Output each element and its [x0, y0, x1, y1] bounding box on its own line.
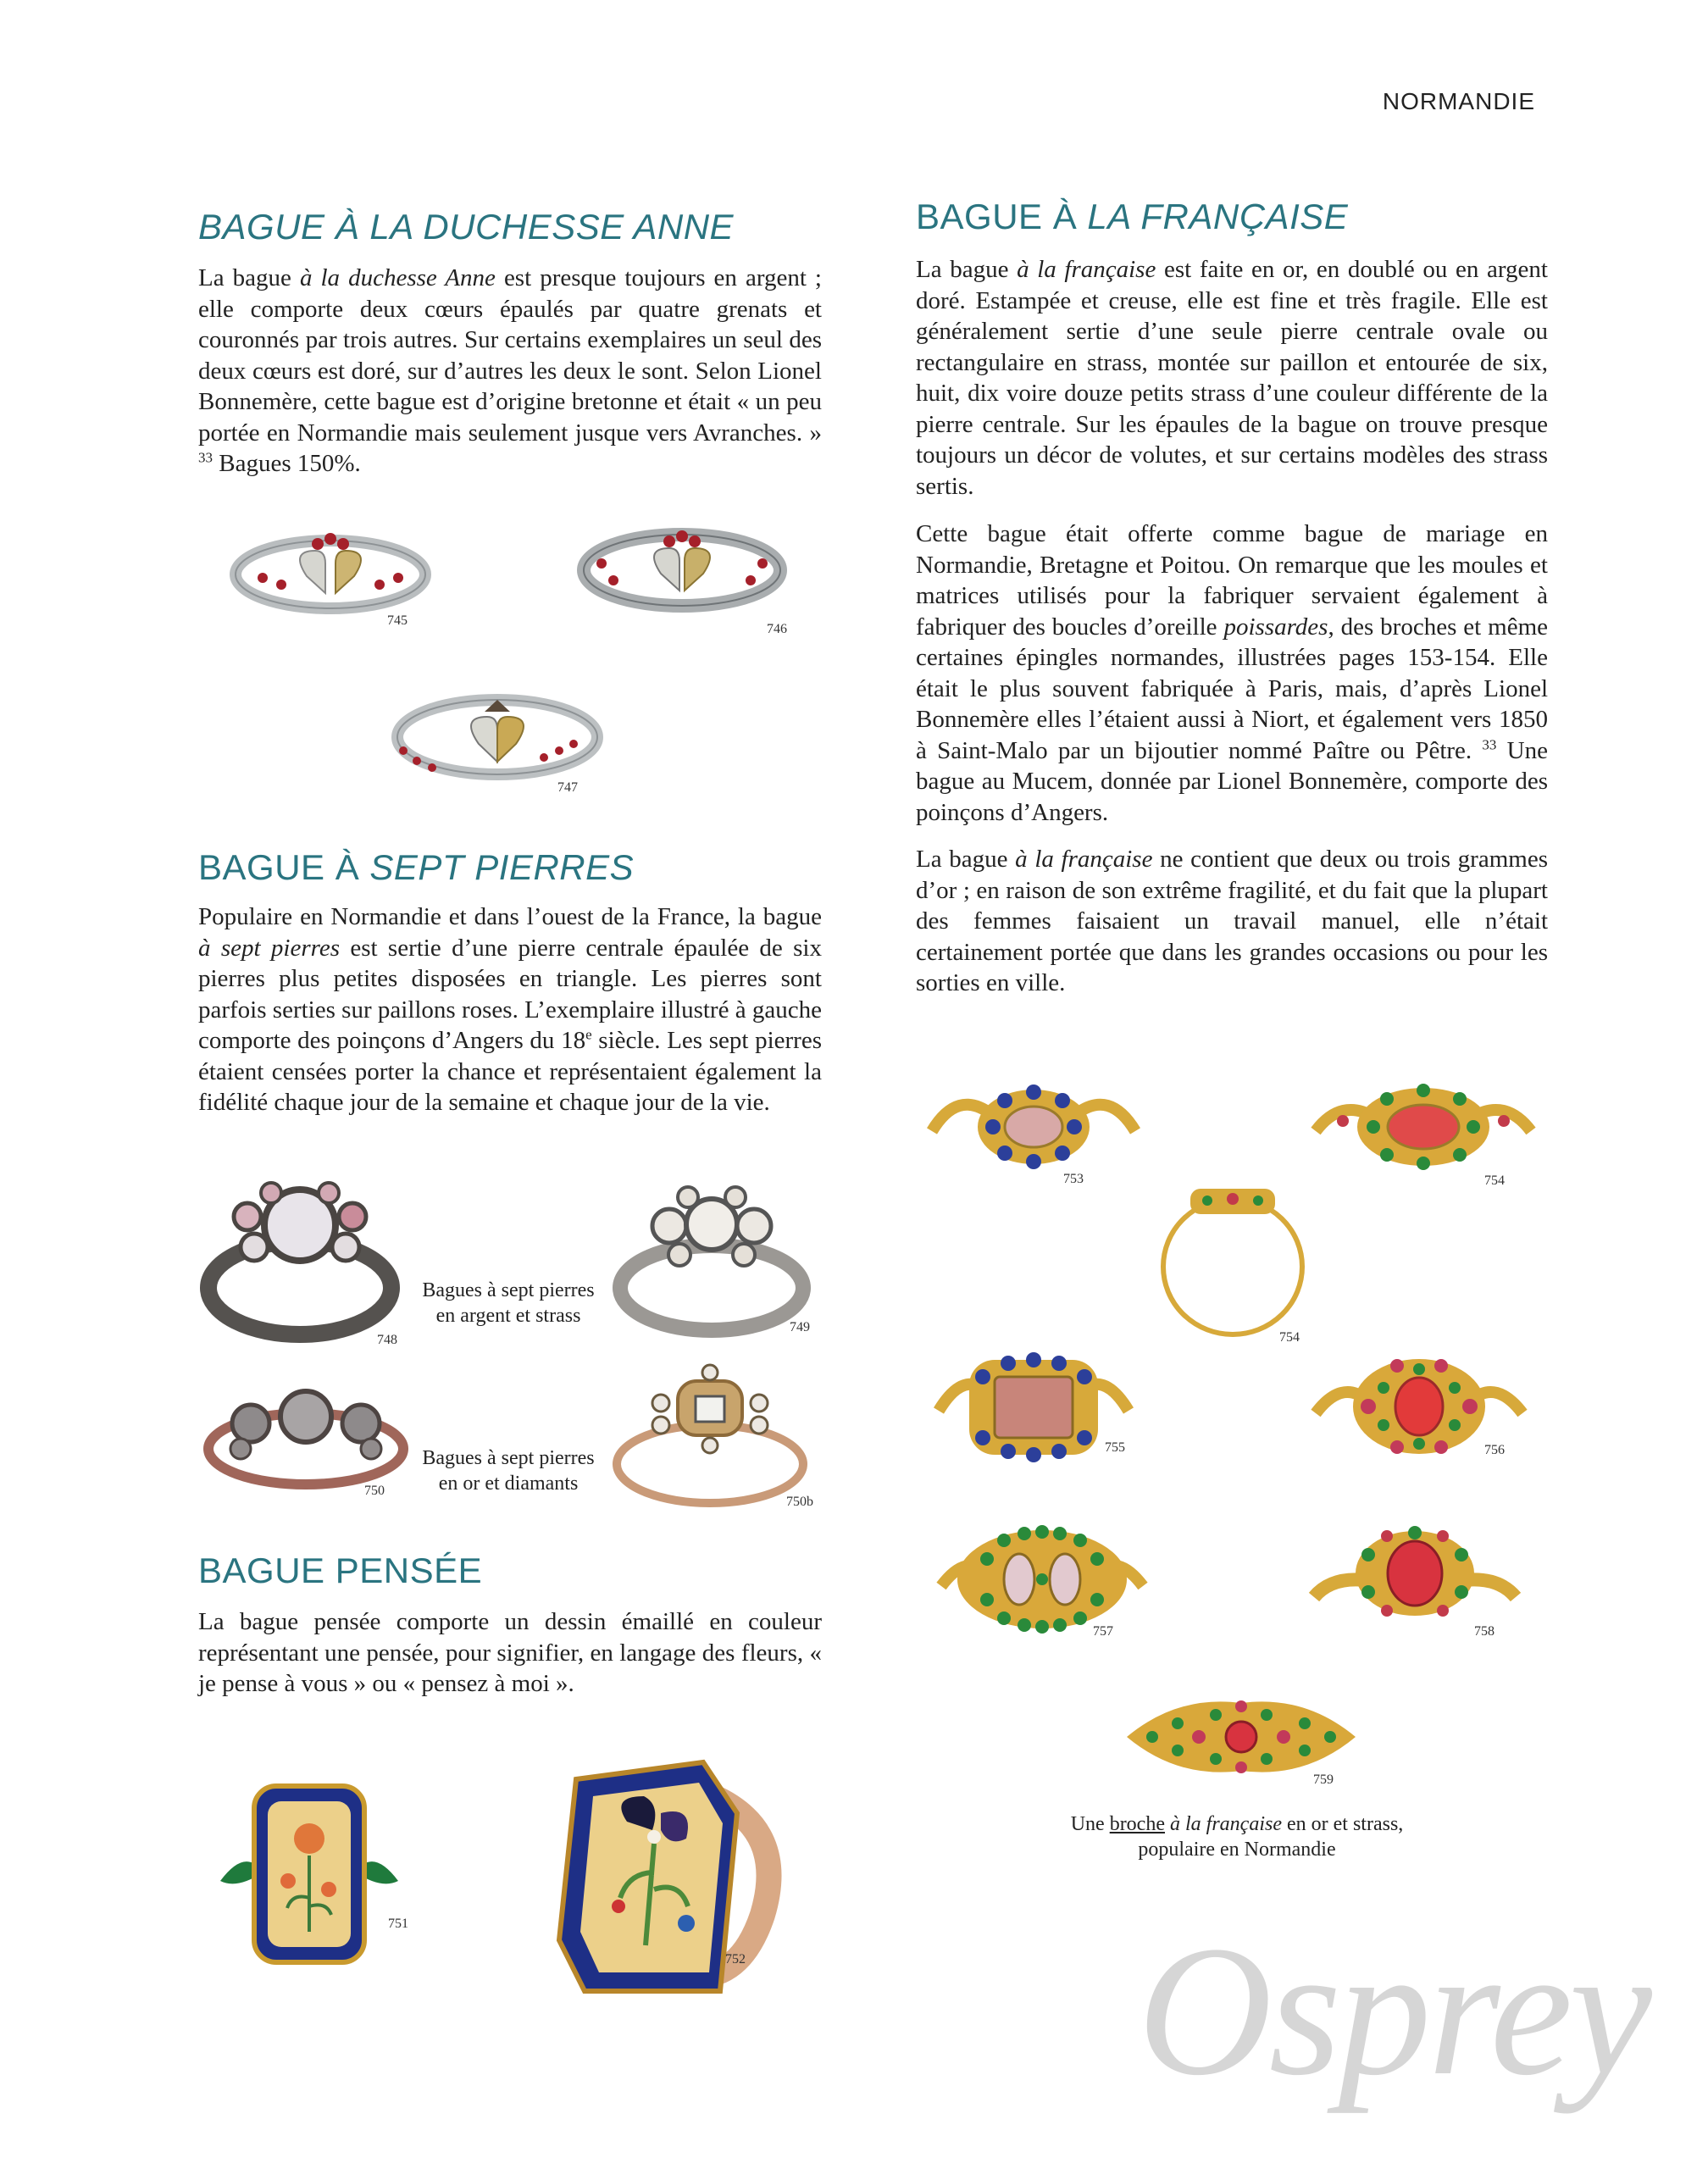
ring-753-illustration — [923, 1080, 1144, 1173]
figure-number-752: 752 — [725, 1952, 746, 1967]
ring-751-illustration — [203, 1779, 415, 1974]
figure-number-750b: 750b — [786, 1495, 813, 1509]
figure-number-758: 758 — [1474, 1624, 1494, 1639]
figure-number-757: 757 — [1093, 1624, 1113, 1639]
figure-number-756: 756 — [1484, 1443, 1505, 1457]
ring-757-illustration — [936, 1517, 1148, 1644]
ring-750-illustration — [200, 1381, 412, 1500]
osprey-watermark: Osprey — [1137, 1907, 1649, 2114]
figure-number-755: 755 — [1105, 1440, 1125, 1455]
figure-number-753: 753 — [1063, 1172, 1084, 1186]
ring-749-illustration — [610, 1182, 813, 1351]
ring-754-side-view-illustration — [1148, 1182, 1317, 1343]
paragraph-francaise-3: La bague à la française ne contient que deux ou trois grammes d’or ; en raison de son extrême fragilité, et du fait que la plupart des femmes faisaient un travail manuel, elle n’était certainement portée que dans les grandes occasions ou pour les sorties en ville. — [916, 846, 1548, 996]
figure-number-759: 759 — [1313, 1772, 1334, 1787]
paragraph-sept-pierres: Populaire en Normandie et dans l’ouest de la France, la bague à sept pierres est sertie d’une pierre centrale épaulée de six pierres plus petites disposées en triangle. Les pierres sont parfois serties sur paillons roses. L’exemplaire illustré à gauche comporte des poinçons d’Angers du 18e siècle. Les sept pierres étaient censées porter la chance et représentaient également la fidélité chaque jour de la semaine et chaque jour de la vie. — [198, 903, 822, 1116]
figure-number-749: 749 — [790, 1320, 810, 1334]
heading-bague-pensee: BAGUE PENSÉE — [198, 1550, 483, 1590]
heading-sept-pierres: BAGUE À SEPT PIERRES — [198, 847, 635, 887]
caption-silver-rings: Bagues à sept pierres en argent et strass — [422, 1279, 595, 1327]
ring-758-illustration — [1309, 1521, 1521, 1631]
paragraph-francaise-1: La bague à la française est faite en or, en doublé ou en argent doré. Estampée et creuse, elle est fine et très fragile. Elle est généralement sertie d’une seule pierre centrale ovale ou rectangulaire en strass, montée sur paillon et entourée de six, huit, dix voire douze petits strass d’une couleur différente de la pierre centrale. Sur les épaules de la bague on trouve presque toujours un décor de volutes, et sur certains modèles des strass sertis. — [916, 256, 1548, 500]
heading-bague-francaise: BAGUE À LA FRANÇAISE — [916, 197, 1349, 236]
figure-number-750: 750 — [364, 1484, 385, 1498]
figure-number-754-side: 754 — [1279, 1330, 1300, 1345]
ring-752-illustration — [542, 1745, 796, 2000]
paragraph-duchesse-anne: La bague à la duchesse Anne est presque toujours en argent ; elle comporte deux cœurs épaulés par quatre grenats et couronnés par trois autres. Sur certains exemplaires un seul des deux cœurs est doré, sur d’autres les deux le sont. Selon Lionel Bonnemère, cette bague est d’origine bretonne et était « un peu portée en Normandie mais seulement jusque vers Avranches. » $^{33}$ Bagues 150%. — [198, 264, 822, 477]
paragraph-bague-pensee: La bague pensée comporte un dessin émaillé en couleur représentant une pensée, pour signifier, en langage des fleurs, « je pense à vous » ou « pensez à moi ». — [198, 1608, 822, 1697]
heading-duchesse-anne: BAGUE À LA DUCHESSE ANNE — [198, 207, 735, 247]
ring-750b-illustration — [608, 1364, 812, 1508]
paragraph-francaise-2: Cette bague était offerte comme bague de mariage en Normandie, Bretagne et Poitou. On remarque que les moules et matrices utilisés pour la fabriquer servaient également à fabriquer des boucles d’oreille poissardes, des broches et même certaines épingles normandes, illustrées pages 153-154. Elle était le plus souvent fabriquée à Paris, mais, d’après Lionel Bonnemère elles l’étaient aussi à Niort, et également vers 1850 à Saint-Malo par un bijoutier nommé Paître ou Pêtre. $^{33}$ Une bague au Mucem, donnée par Lionel Bonnemère, comporte des poinçons d’Angers. — [916, 520, 1548, 826]
figure-number-748: 748 — [377, 1333, 397, 1347]
caption-broche: Une broche à la française en or et strass, populaire en Normandie — [1070, 1813, 1404, 1861]
figure-number-746: 746 — [767, 622, 787, 636]
ring-748-illustration — [200, 1169, 412, 1356]
ring-754-illustration — [1309, 1080, 1538, 1173]
caption-gold-rings: Bagues à sept pierres en or et diamants — [422, 1447, 595, 1495]
figure-number-745: 745 — [387, 613, 408, 628]
figure-number-754: 754 — [1484, 1173, 1505, 1188]
running-header: NORMANDIE — [1382, 88, 1535, 114]
ring-746-illustration — [576, 513, 788, 640]
figure-number-747: 747 — [557, 780, 578, 795]
figure-number-751: 751 — [388, 1917, 408, 1931]
